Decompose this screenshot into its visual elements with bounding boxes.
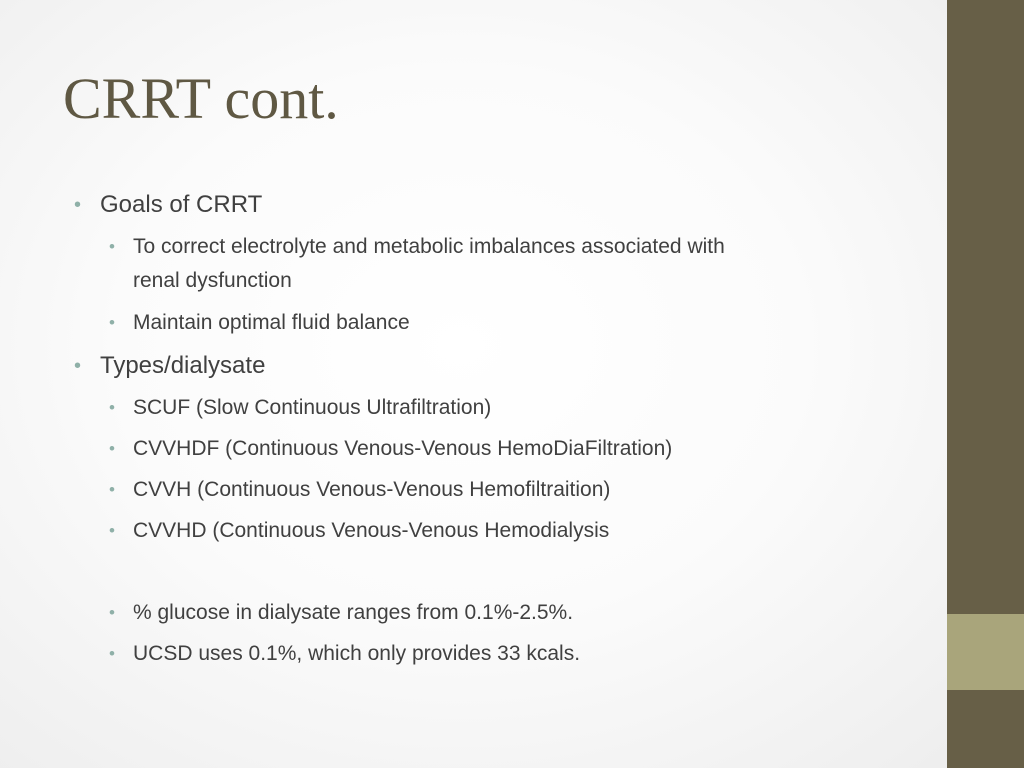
bullet-goals [74,190,263,220]
sub-bullet-text: UCSD uses 0.1%, which only provides 33 kcals. [133,642,581,665]
sub-bullet-note-ucsd [109,637,581,670]
bullet-dot-icon: • [109,480,115,499]
bullet-dot-icon: • [109,603,115,622]
bullet-types [74,351,266,381]
sub-bullet-note-glucose [109,596,574,629]
bullet-dot-icon: • [109,313,115,332]
bullet-dot-icon: • [74,194,82,216]
sub-bullet-text: CVVHDF (Continuous Venous-Venous HemoDiaFiltration) [133,437,673,460]
sub-bullet-type-cvvh [109,473,611,506]
bullet-dot-icon: • [109,644,115,663]
bullet-types-label: Types/dialysate [100,352,266,379]
sub-bullet-type-cvvhd [109,514,610,547]
sub-bullet-goal-2 [109,306,410,339]
sub-bullet-goal-1-continued [133,264,292,297]
bullet-dot-icon: • [109,521,115,540]
sub-bullet-text: To correct electrolyte and metabolic imbalances associated with [133,235,725,258]
sub-bullet-text: renal dysfunction [133,269,292,292]
sub-bullet-type-scuf [109,391,492,424]
sub-bullet-type-cvvhdf [109,432,673,465]
slide-title: CRRT cont. [63,66,339,131]
sub-bullet-goal-1 [109,230,725,263]
decorative-sidebar-accent [947,614,1024,690]
bullet-goals-label: Goals of CRRT [100,191,263,218]
sub-bullet-text: % glucose in dialysate ranges from 0.1%-2.5%. [133,601,574,624]
sub-bullet-text: Maintain optimal fluid balance [133,311,410,334]
sub-bullet-text: CVVH (Continuous Venous-Venous Hemofiltraition) [133,478,611,501]
bullet-dot-icon: • [109,237,115,256]
sub-bullet-text: SCUF (Slow Continuous Ultrafiltration) [133,396,492,419]
bullet-dot-icon: • [109,398,115,417]
sub-bullet-text: CVVHD (Continuous Venous-Venous Hemodialysis [133,519,610,542]
bullet-dot-icon: • [109,439,115,458]
bullet-dot-icon: • [74,355,82,377]
